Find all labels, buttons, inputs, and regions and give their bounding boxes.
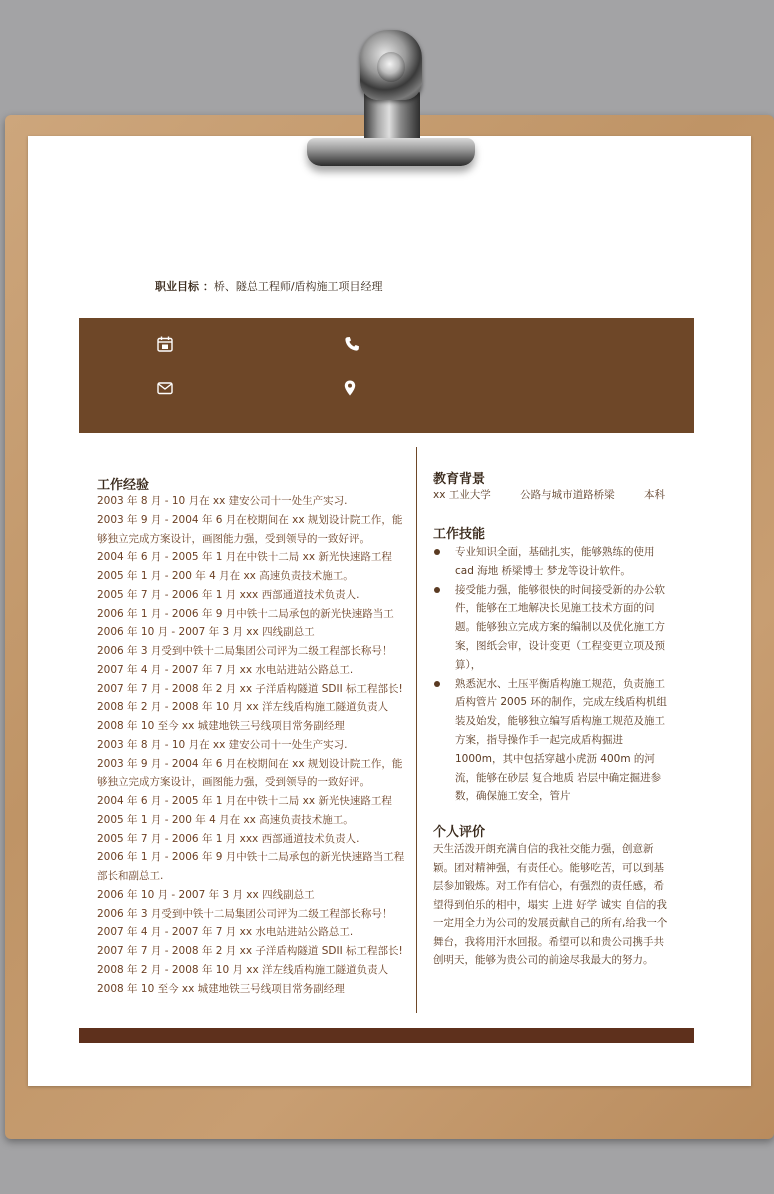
experience-item: 2004 年 6 月 - 2005 年 1 月在中铁十二局 xx 新光快速路工程 — [97, 551, 392, 564]
experience-item: 2005 年 7 月 - 2006 年 1 月 xxx 西部通道技术负责人. — [97, 588, 360, 601]
experience-item: 2007 年 4 月 - 2007 年 7 月 xx 水电站进站公路总工. — [97, 926, 354, 939]
experience-item: 2005 年 1 月 - 200 年 4 月在 xx 高速负责技术施工。 — [97, 813, 354, 826]
experience-item: 2003 年 8 月 - 10 月在 xx 建安公司十一处生产实习. — [97, 738, 348, 751]
experience-item: 2003 年 8 月 - 10 月在 xx 建安公司十一处生产实习. — [97, 495, 348, 507]
column-divider — [416, 447, 417, 1013]
experience-item: 2007 年 7 月 - 2008 年 2 月 xx 子洋盾构隧道 SDII 标工程部长! — [97, 945, 403, 957]
evaluation-title: 个人评价 — [433, 825, 486, 840]
experience-item: 2003 年 9 月 - 2004 年 6 月在校期间在 xx 规划设计院工作，能够独立完成方案设计，画图能力强，受到领导的一致好评。 — [97, 757, 403, 789]
objective-label: 职业目标 ： — [155, 280, 214, 293]
skills-list — [433, 543, 668, 806]
experience-item: 2006 年 3 月受到中铁十二局集团公司评为二级工程部长称号！ — [97, 645, 393, 657]
experience-item: 2008 年 10 至今 xx 城建地铁三号线项目常务副经理 — [97, 720, 345, 732]
binder-clip-base — [307, 138, 475, 166]
evaluation-text: 天生活泼开朗充满自信的我社交能力强，创意新颖。团对精神强，有责任心。能够吃苦，可以到基层参加锻炼。对工作有信心，有强烈的责任感，希望得到伯乐的相中，塌实 上进 好学 诚实 自信的我一定用全力为公司的发展贡献自己的所有,给我一个舞台，我将用汗水回报。希望可以和贵公司携手共创明天，能够为贵公司的前途尽我最大的努力。 — [433, 843, 668, 966]
experience-item: 2006 年 10 月 - 2007 年 3 月 xx 四线副总工 — [97, 626, 315, 639]
education-line — [433, 487, 665, 502]
education-degree: 本科 — [643, 489, 665, 501]
skill-text: 接受能力强，能够很快的时间接受新的办公软件，能够在工地解决长见施工技术方面的问题。能够独立完成方案的编制以及优化施工方案，图纸会审，设计变更（工程变更立项及预算）， — [455, 583, 665, 671]
experience-item: 2006 年 3 月受到中铁十二局集团公司评为二级工程部长称号！ — [97, 907, 393, 920]
experience-item: 2005 年 7 月 - 2006 年 1 月 xxx 西部通道技术负责人. — [97, 832, 360, 845]
skill-text: 专业知识全面，基础扎实，能够熟练的使用 cad 海地 桥梁博士 梦龙等设计软件。 — [455, 546, 655, 577]
experience-item: 2007 年 7 月 - 2008 年 2 月 xx 子洋盾构隧道 SDII 标工程部长! — [97, 682, 403, 695]
bullet-dot — [434, 549, 440, 555]
experience-item: 2008 年 10 至今 xx 城建地铁三号线项目常务副经理 — [97, 982, 345, 995]
education-major: 公路与城市道路桥梁 — [520, 489, 615, 501]
binder-clip-hole — [377, 52, 405, 82]
skill-item — [433, 581, 668, 675]
experience-item: 2006 年 10 月 - 2007 年 3 月 xx 四线副总工 — [97, 888, 315, 901]
bullet-dot — [434, 587, 440, 593]
mail-icon — [156, 379, 174, 397]
phone-icon — [343, 335, 361, 353]
experience-title: 工作经验 — [97, 478, 150, 493]
career-objective — [155, 278, 383, 294]
experience-item: 2005 年 1 月 - 200 年 4 月在 xx 高速负责技术施工。 — [97, 570, 354, 582]
experience-item: 2008 年 2 月 - 2008 年 10 月 xx 洋左线盾构施工隧道负责人 — [97, 701, 389, 714]
experience-item: 2008 年 2 月 - 2008 年 10 月 xx 洋左线盾构施工隧道负责人 — [97, 963, 389, 976]
experience-item: 2003 年 9 月 - 2004 年 6 月在校期间在 xx 规划设计院工作，能够独立完成方案设计，画图能力强，受到领导的一致好评。 — [97, 513, 403, 545]
skills-title: 工作技能 — [433, 527, 486, 542]
contact-band — [79, 318, 694, 433]
experience-item: 2006 年 1 月 - 2006 年 9 月中铁十二局承包的新光快速路当工 — [97, 607, 394, 620]
objective-value: 桥、隧总工程师/盾构施工项目经理 — [213, 280, 383, 293]
experience-item: 2007 年 4 月 - 2007 年 7 月 xx 水电站进站公路总工. — [97, 663, 354, 676]
bottom-bar — [79, 1028, 694, 1043]
education-school: xx 工业大学 — [433, 489, 491, 501]
experience-list — [97, 492, 412, 998]
skill-item — [433, 675, 668, 807]
education-title: 教育背景 — [433, 472, 486, 487]
skill-text: 熟悉泥水、土压平衡盾构施工规范，负责施工盾构管片 2005 环的制作，完成左线盾构机组装及始发，能够独立编写盾构施工规范及施工方案，指导操作手一起完成盾构掘进 1000m，其中包括穿越小虎沥 400m 的河流，能够在砂层 复合地质 岩层中确定掘进参数，确保施工安全，管片 — [455, 677, 667, 803]
bullet-dot — [434, 681, 440, 687]
location-icon — [341, 379, 359, 397]
experience-item: 2006 年 1 月 - 2006 年 9 月中铁十二局承包的新光快速路当工程部长和副总工. — [97, 851, 405, 882]
skill-item — [433, 543, 668, 581]
calendar-icon — [156, 335, 174, 353]
experience-item: 2004 年 6 月 - 2005 年 1 月在中铁十二局 xx 新光快速路工程 — [97, 795, 392, 807]
